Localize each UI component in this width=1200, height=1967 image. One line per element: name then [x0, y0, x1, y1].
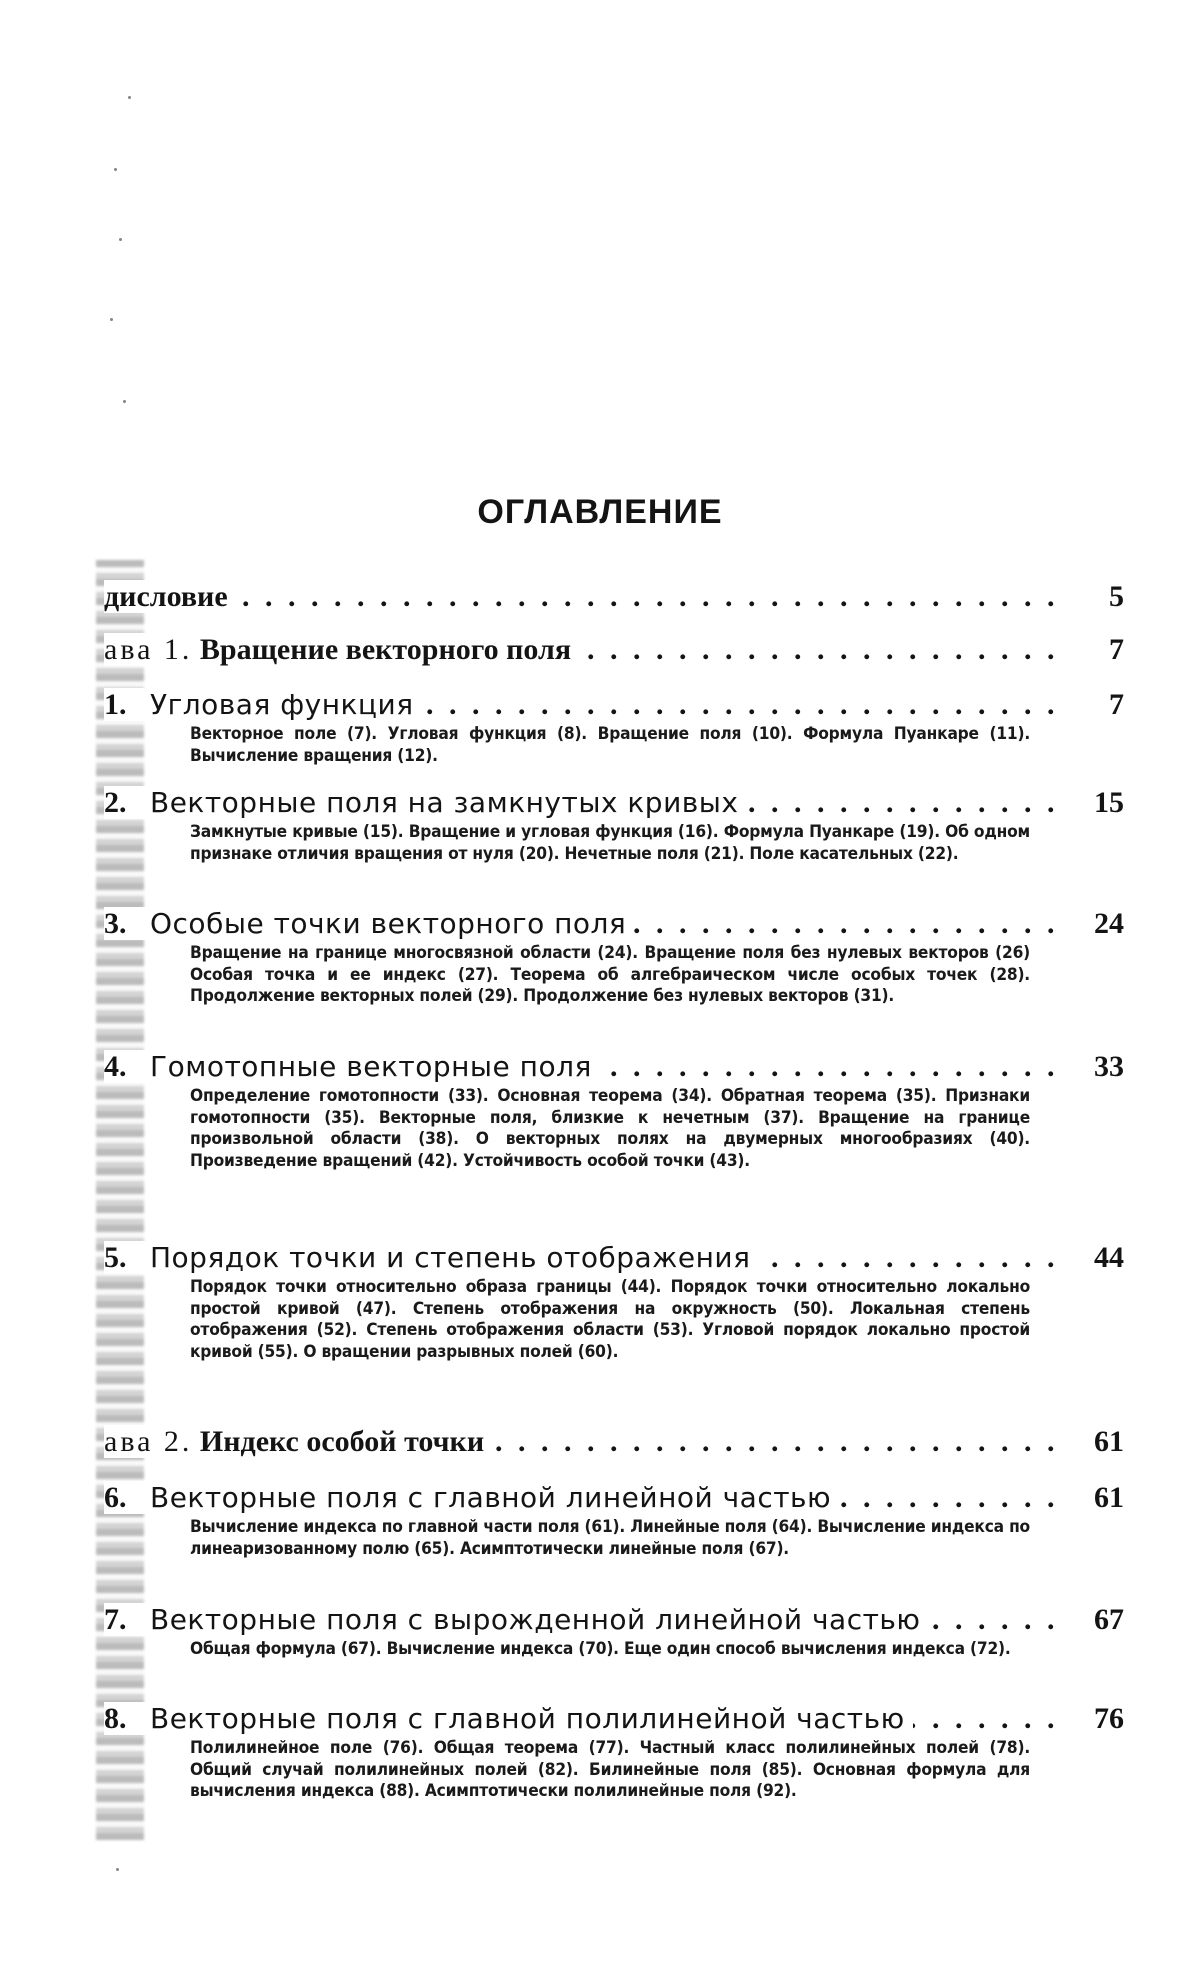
page-number: 7: [1064, 688, 1124, 722]
section-title: Порядок точки и степень отображения: [150, 1241, 750, 1274]
chapter-title: Индекс особой точки: [200, 1425, 484, 1458]
toc-section-7: [104, 1603, 1124, 1643]
section-title: Векторные поля на замкнутых кривых: [150, 786, 738, 819]
entry-title: дисловие: [104, 580, 236, 613]
section-number: 4.: [104, 1050, 150, 1084]
toc-chapter-2: [104, 1425, 1124, 1465]
section-number: 2.: [104, 786, 150, 820]
chapter-label: ава 1.: [104, 633, 192, 666]
toc-section-8: [104, 1702, 1124, 1742]
section-title: Угловая функция: [150, 688, 414, 721]
page-number: 15: [1064, 786, 1124, 820]
chapter-title: Вращение векторного поля: [200, 633, 571, 666]
toc-section-1: [104, 688, 1124, 728]
section-title: Векторные поля с вырожденной линейной частью: [150, 1603, 920, 1636]
page-number: 67: [1064, 1603, 1124, 1637]
speck: [114, 168, 117, 171]
section-description: Порядок точки относительно образа границы (44). Порядок точки относительно локально простой кривой (47). Степень отображения на окружность (50). Локальная степень отображения (52). Степень отображения области (53). Угловой порядок локально простой кривой (55). О вращении разрывных полей (60).: [190, 1277, 1030, 1363]
page-number: 61: [1064, 1481, 1124, 1515]
speck: [119, 238, 122, 241]
toc-preface: [104, 580, 1124, 620]
section-description: Полилинейное поле (76). Общая теорема (77). Частный класс полилинейных полей (78). Общий случай полилинейных полей (82). Билинейные поля (85). Основная формула для вычисления индекса (88). Асимптотически полилинейные поля (92).: [190, 1738, 1030, 1803]
page-number: 61: [1064, 1425, 1124, 1459]
chapter-label: ава 2.: [104, 1425, 192, 1458]
page-number: 33: [1064, 1050, 1124, 1084]
page-number: 5: [1064, 580, 1124, 614]
section-number: 6.: [104, 1481, 150, 1515]
toc-chapter-1: [104, 633, 1124, 673]
toc-section-6: [104, 1481, 1124, 1521]
toc-section-5: [104, 1241, 1124, 1281]
toc-section-3: [104, 907, 1124, 947]
section-description: Вращение на границе многосвязной области (24). Вращение поля без нулевых векторов (26) Особая точка и ее индекс (27). Теорема об алгебраическом числе особых точек (28). Продолжение векторных полей (29). Продолжение без нулевых векторов (31).: [190, 943, 1030, 1008]
section-description: Вычисление индекса по главной части поля (61). Линейные поля (64). Вычисление индекса по линеаризованному полю (65). Асимптотически линейные поля (67).: [190, 1517, 1030, 1560]
speck: [128, 96, 131, 99]
section-description: Векторное поле (7). Угловая функция (8). Вращение поля (10). Формула Пуанкаре (11). Вычисление вращения (12).: [190, 724, 1030, 767]
section-description: Замкнутые кривые (15). Вращение и угловая функция (16). Формула Пуанкаре (19). Об одном признаке отличия вращения от нуля (20). Нечетные поля (21). Поле касательных (22).: [190, 822, 1030, 865]
page-number: 7: [1064, 633, 1124, 667]
section-title: Векторные поля с главной полилинейной частью: [150, 1702, 905, 1735]
toc-section-4: [104, 1050, 1124, 1090]
section-number: 3.: [104, 907, 150, 941]
section-number: 5.: [104, 1241, 150, 1275]
speck: [110, 318, 113, 321]
section-description: Определение гомотопности (33). Основная теорема (34). Обратная теорема (35). Признаки гомотопности (35). Векторные поля, близкие к нечетным (37). Вращение на границе произвольной области (38). О векторных полях на двумерных многообразиях (40). Произведение вращений (42). Устойчивость особой точки (43).: [190, 1086, 1030, 1172]
book-page: [0, 0, 1200, 1967]
page-number: 44: [1064, 1241, 1124, 1275]
section-title: Особые точки векторного поля: [150, 907, 626, 940]
binding-shadow: [96, 560, 144, 1840]
section-title: Гомотопные векторные поля: [150, 1050, 592, 1083]
page-number: 24: [1064, 907, 1124, 941]
speck: [116, 1868, 119, 1871]
speck: [123, 400, 126, 403]
section-number: 8.: [104, 1702, 150, 1736]
toc-section-2: [104, 786, 1124, 826]
section-title: Векторные поля с главной линейной частью: [150, 1481, 831, 1514]
section-description: Общая формула (67). Вычисление индекса (70). Еще один способ вычисления индекса (72).: [190, 1639, 1030, 1661]
section-number: 1.: [104, 688, 150, 722]
page-title: ОГЛАВЛЕНИЕ: [0, 493, 1200, 532]
section-number: 7.: [104, 1603, 150, 1637]
page-number: 76: [1064, 1702, 1124, 1736]
